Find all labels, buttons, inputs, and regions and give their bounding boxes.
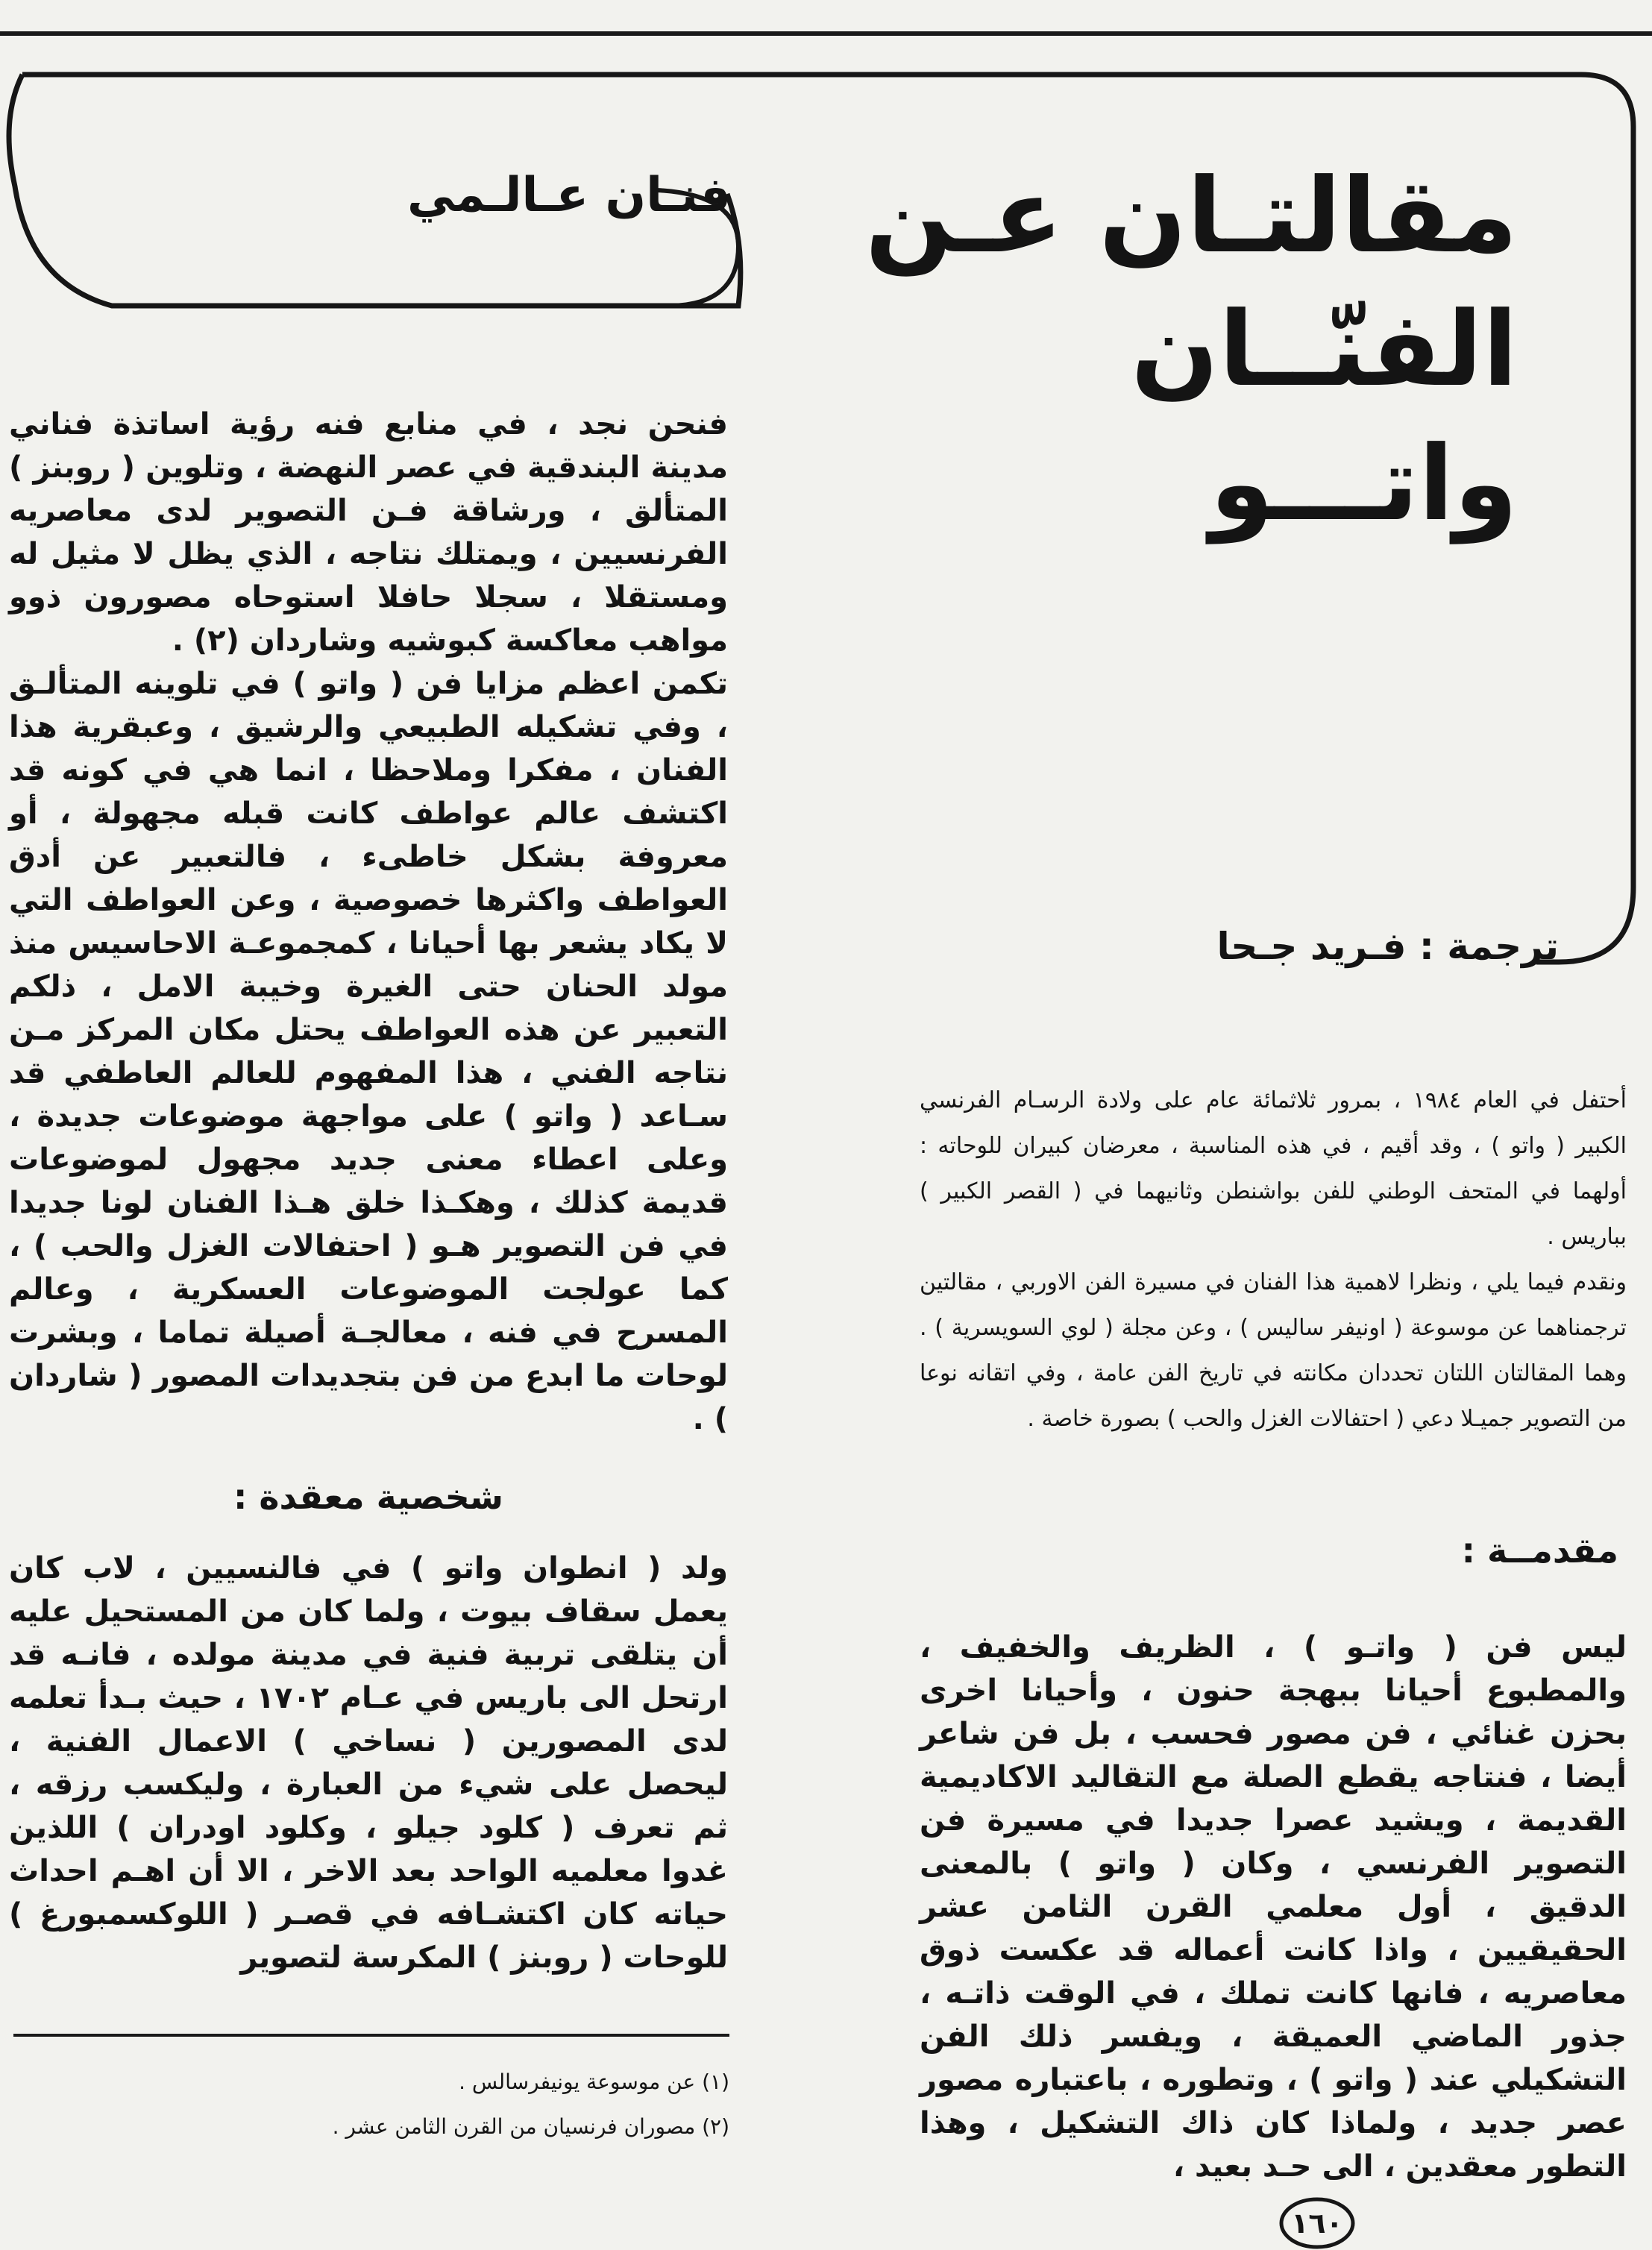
section-tag: فنـان عـالـمي: [406, 168, 731, 223]
title-line-1: مقالتـان عـن: [864, 156, 1518, 276]
body-paragraph: فنحن نجد ، في منابع فنه رؤية اساتذة فناني مدينة البندقية في عصر النهضة ، وتلوين ( روبنز ) المتألق ، ورشاقة فـن التصوير لدى معاصريه الفرنسيين ، ويمتلك نتاجه ، الذي يظل لا مثيل له ومستقلا ، سجلا حافلا استوحاه مصورون ذوو مواهب معاكسة كبوشيه وشاردان (٢) .: [9, 407, 728, 658]
body-paragraph: ليس فن ( واتـو ) ، الظريف والخفيف ، والمطبوع أحيانا ببهجة حنون ، وأحيانا اخرى بحزن غنائي ، فن مصور فحسب ، بل فن شاعر أيضا ، فنتاجه يقطع الصلة مع التقاليد الاكاديمية القديمة ، ويشيد عصرا جديدا في مسيرة فن التصوير الفرنسي ، وكان ( واتو ) بالمعنى الدقيق ، أول معلمي القرن الثامن عشر الحقيقيين ، واذا كانت أعماله قد عكست ذوق معاصريه ، فانها كانت تملك ، في الوقت ذاتـه ، جذور الماضي العميقة ، ويفسر ذلك الفن التشكيلي عند ( واتو ) ، وتطوره ، باعتباره مصور عصر جديد ، ولماذا كان ذاك التشكيل ، وهذا التطور معقدين ، الى حـد بعيد ،: [920, 1630, 1627, 2184]
body-paragraph: تكمن اعظم مزايا فن ( واتو ) في تلوينه المتألـق ، وفي تشكيله الطبيعي والرشيق ، وعبقرية هذا الفنان ، مفكرا وملاحظا ، انما هي في كونه قد اكتشف عالم عواطف كانت قبله مجهولة ، أو معروفة بشكل خاطىء ، فالتعبير عن أدق العواطف واكثرها خصوصية ، وعن العواطف التي لا يكاد يشعر بها أحيانا ، كمجموعـة الاحاسيس منذ مولد الحنان حتى الغيرة وخيبة الامل ، ذلكم التعبير عن هذه العواطف يحتل مكان المركز مـن نتاجه الفني ، هذا المفهوم للعالم العاطفي قد سـاعد ( واتو ) على مواجهة موضوعات جديدة ، وعلى اعطاء معنى جديد مجهول لموضوعات قديمة كذلك ، وهكـذا خلق هـذا الفنان لونا جديدا في فن التصوير هـو ( احتفالات الغزل والحب ) ، كما عولجت الموضوعات العسكرية ، وعالم المسرح في فنه ، معالجـة أصيلة تماما ، وبشرت لوحات ما ابدع من فن بتجديدات المصور ( شاردان ) .: [9, 667, 728, 1436]
body-paragraph: ولد ( انطوان واتو ) في فالنسيين ، لاب كان يعمل سقاف بيوت ، ولما كان من المستحيل عليه أن يتلقى تربية فنية في مدينة مولده ، فانـه قد ارتحل الى باريس في عـام ١٧٠٢ ، حيث بـدأ تعلمه لدى المصورين ( نساخي ) الاعمال الفنية ، ليحصل على شيء من العبارة ، وليكسب رزقه ، ثم تعرف ( كلود جيلو ، وكلود اودران ) اللذين غدوا معلميه الواحد بعد الاخر ، الا أن اهـم احداث حياته كان اكتشـافه في قصـر ( اللوكسمبورغ ) للوحات ( روبنز ) المكرسة لتصوير: [9, 1551, 728, 1975]
section-subheading: شخصية معقدة :: [233, 1477, 504, 1517]
footnotes: [13, 2060, 729, 2149]
footnote: (١) عن موسوعة يونيفرسالس .: [459, 2070, 729, 2094]
left-column-body: [9, 403, 728, 1979]
right-column-body: [920, 1626, 1627, 2188]
intro-paragraph: ونقدم فيما يلي ، ونظرا لاهمية هذا الفنان في مسيرة الفن الاوربي ، مقالتين ترجمناهما عن موسوعة ( اونيفر ساليس ) ، وعن مجلة ( لوي السويسرية ) . وهما المقالتان اللتان تحددان مكانته في تاريخ الفن عامة ، وفي اتقانه نوعا من التصوير جميـلا دعي ( احتفالات الغزل والحب ) بصورة خاصة .: [920, 1269, 1627, 1432]
title-line-3: واتـــو: [1210, 423, 1518, 544]
page-number: ١٦٠: [1291, 2207, 1343, 2240]
intro-block: [920, 1078, 1627, 1442]
intro-paragraph: أحتفل في العام ١٩٨٤ ، بمرور ثلاثمائة عام على ولادة الرسـام الفرنسي الكبير ( واتو ) ، وقد أقيم ، في هذه المناسبة ، معرضان كبيران للوحاته : أولهما في المتحف الوطني للفن بواشنطن وثانيهما في ( القصر الكبير ) بباريس .: [920, 1087, 1627, 1250]
title-line-2: الفنّــان: [1131, 289, 1518, 410]
footnote: (٢) مصوران فرنسيان من القرن الثامن عشر .: [332, 2114, 729, 2139]
footnote-divider: [13, 2034, 729, 2037]
translator-credit: ترجمة : فـريد جـحا: [1216, 925, 1559, 968]
intro-heading: مقدمــة :: [1461, 1530, 1618, 1571]
